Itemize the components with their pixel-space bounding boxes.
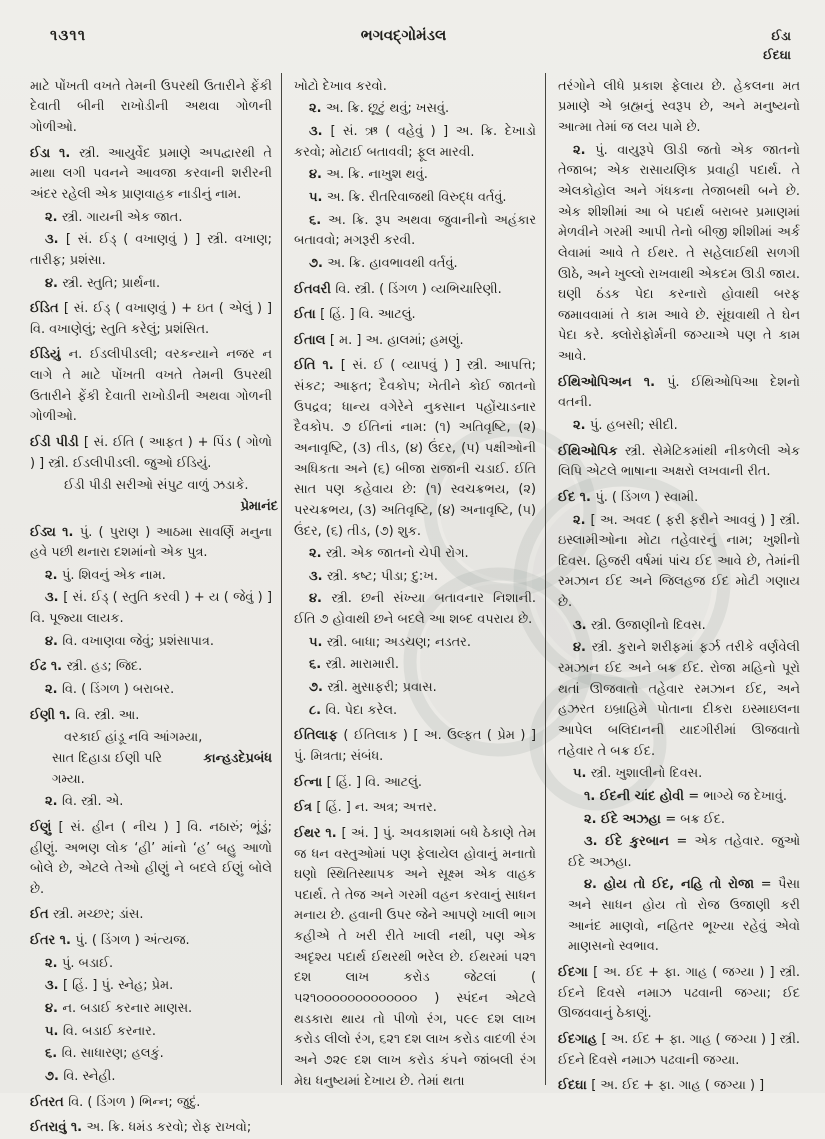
headword: ૫. [573, 766, 591, 782]
headword: ૨. ઈદે અઝહા [584, 811, 666, 827]
dictionary-column [281, 73, 545, 1089]
dictionary-entry: ઈતવરી વિ. સ્ત્રી. ( ડિંગળ ) વ્યભિચારિણી. [294, 281, 502, 297]
dictionary-paragraph: ૨. ઈદે અઝહા = બક્ર ઈદ. [584, 811, 726, 827]
headword: ઈડી પીડી [30, 435, 84, 450]
dictionary-paragraph: ૭. અ. ક્રિ. હાવભાવથી વર્તવું. [309, 255, 458, 271]
dictionary-paragraph: ૪. અ. ક્રિ. નાખુશ થવું. [309, 167, 428, 183]
headword: ઈતરાવું ૧. [30, 1120, 87, 1136]
verse-line [52, 749, 272, 790]
dictionary-entry: ઈથર ૧. [ અં. ] પું. અવકાશમાં બધે ઠેકાણે તેમ જ ધન વસ્તુઓમાં પણ ફેલાયેલ હોવાનું મનાતો ઘણો સ્થિતિસ્થાપક અને સૂક્ષ્મ એક વાહક પદાર્થ. તે તેજ અને ગરમી વહન કરવાનું સાધન મનાય છે. હવાની ઉપર જેને આપણે ખાલી ભાગ કહીએ તે ખરી રીતે ખાલી નથી, પણ એક અદૃશ્ય પદાર્થ ઈથરથી ભરેલ છે. ઈથરમાં ૫૨૧ દશ લાખ કરોડ જેટલાં ( ૫૨૧૦૦૦૦૦૦૦૦૦૦૦૦૦ ) સ્પંદન એટલે થડકારા થાય તો પીળો રંગ, ૫૯૯ દશ લાખ કરોડ લીલો રંગ, ૬૨૧ દશ લાખ કરોડ વાદળી રંગ અને ૭૨૯ દશ લાખ કરોડ કંપને જાંબલી રંગ મેઘ ધનુષ્યમાં દેખાય છે. તેમાં થતા [294, 825, 536, 1089]
headword: ઈણી ૧. [30, 707, 76, 723]
headword: ઈતા [294, 307, 321, 323]
headword: ઈડિયું [30, 347, 69, 363]
headword: ઈત્ર [294, 800, 317, 816]
dictionary-paragraph: ૩. [ હિં. ] પું. સ્નેહ; પ્રેમ. [45, 978, 174, 994]
guide-words [721, 26, 791, 65]
verse-block [52, 728, 272, 790]
dictionary-entry: ઈત્ર [ હિં. ] ન. અત્ર; અત્તર. [294, 800, 437, 816]
headword: ૨. [45, 682, 62, 698]
dictionary-entry: ઈદ ૧. પું. ( ડિંગળ ) સ્વામી. [558, 489, 699, 505]
headword: ૭. [309, 255, 328, 271]
dictionary-paragraph: માટે પોંખતી વખતે તેમની ઉપરથી ઉતારીને ફેંકી દેવાતી બીની રાખોડીની અથવા ગોળની ગોળીઓ. [30, 78, 272, 136]
headword: ઈથિઓપિઅન ૧. [558, 374, 668, 390]
headword: ઈદગા [558, 965, 594, 981]
headword: ૬. [309, 212, 329, 228]
dictionary-paragraph: ૬. વિ. સાધારણ; હલકું. [45, 1046, 164, 1062]
columns-container [18, 73, 809, 1136]
dictionary-paragraph: ૪. સ્ત્રી. કુરાને શરીફમાં ફર્ઝ તરીકે વર્ણવેલી રમઝાન ઈદ અને બક્ર ઈદ. રોજા મહિનો પૂરો થતાં ઊજવાતો તહેવાર રમઝાન ઈદ, અને હઝરત ઇબ્રાહિમે પોતાના દીકરા ઇસ્માઇલના આપેલ બલિદાનની યાદગીરીમાં ઊજવાતો તહેવાર તે બક્ર ઈદ. [558, 640, 800, 759]
headword: ૨. [573, 512, 591, 528]
dictionary-paragraph: તરંગોને લીધે પ્રકાશ ફેલાય છે. હેકલના મત પ્રમાણે એ બ્રહ્મનું સ્વરૂપ છે, અને મનુષ્યનો આત્મા તેમાં જ લય પામે છે. [558, 78, 800, 136]
dictionary-paragraph: ૪. હોય તો ઈદ, નહિ તો રોજા = પૈસા અને સાધન હોય તો રોજ ઉજાણી કરી આનંદ માણવો, નહિતર ભૂખ્યા રહેવું એવો માણસનો સ્વભાવ. [568, 877, 800, 955]
headword: ૪. હોય તો ઈદ, નહિ તો રોજા [584, 877, 761, 893]
headword: ૩. [309, 568, 327, 584]
headword: ૪. [45, 633, 63, 649]
dictionary-paragraph: ૩. ઈદે કુરબાન = એક તહેવાર. જુઓ ઈદે અઝહા. [568, 834, 800, 870]
dictionary-entry: ઈત્ના [ હિં. ] વિ. આટલું. [294, 774, 423, 790]
headword: ઈતિ ૧. [294, 358, 341, 374]
dictionary-entry: ઈતિ ૧. [ સં. ઈ ( વ્યાપવું ) ] સ્ત્રી. આપત્તિ; સંકટ; આફત; દૈવકોપ; ખેતીને કોઈ જાતનો ઉપદ્રવ; ધાન્ય વગેરેને નુકસાન પહોંચાડનાર દૈવકોપ. ૭ ઈતિનાં નામ: (૧) અતિવૃષ્ટિ, (૨) અનાવૃષ્ટિ, (૩) તીડ, (૪) ઉંદર, (૫) પક્ષીઓની અધિકતા અને (૬) બીજા રાજાની ચડાઈ. ઈતિ સાત પણ કહેવાય છે: (૧) સ્વચક્રભય, (૨) પરચક્રભય, (૩) અતિવૃષ્ટિ, (૪) અનાવૃષ્ટિ, (૫) ઉંદર, (૬) તીડ, (૭) શુક. [294, 358, 536, 539]
citation: કાન્હડદેપ્રબંધ [203, 750, 272, 766]
dictionary-paragraph: ૨. પું. વાયુરૂપે ઊડી જતો એક જાતનો તેજાબ; એક રાસાયણિક પ્રવાહી પદાર્થ. તે એલકોહોલ અને ગંધકના તેજાબથી બને છે. એક શીશીમાં આ બે પદાર્થ બરાબર પ્રમાણમાં મેળવીને ગરમી આપી તેનો બીજી શીશીમાં અર્ક લેવામાં આવે તે ઈથર. તે સહેલાઈથી સળગી ઊઠે, અને ખુલ્લો રાખવાથી એકદમ ઊડી જાય. ઘણી ઠંડક પેદા કરનારો હોવાથી બરફ જમાવવામાં તે કામ આવે છે. સૂંઘવાથી તે ઘેન પેદા કરે. ક્લોરોફોર્મની જગ્યાએ પણ તે કામ આવે. [558, 142, 800, 365]
dictionary-paragraph: ૨. વિ. સ્ત્રી. એ. [45, 794, 124, 810]
headword: ૨. [45, 794, 62, 810]
dictionary-paragraph: ૨. અ. ક્રિ. છૂટું થવું; ખસવું. [309, 101, 450, 117]
dictionary-paragraph: ૨. સ્ત્રી. એક જાતનો ચેપી રોગ. [309, 546, 469, 562]
dictionary-paragraph: ૫. સ્ત્રી. ખુશાલીનો દિવસ. [573, 766, 703, 782]
dictionary-paragraph: ૭. વિ. સ્નેહી. [45, 1068, 116, 1084]
headword: ૬. [309, 657, 326, 673]
headword: ૩. [45, 232, 66, 248]
headword: ૨. [45, 955, 62, 971]
dictionary-paragraph: ૩. [ સં. ઋ ( વહેવું ) ] અ. ક્રિ. દેખાડો કરવો; મોટાઈ બતાવવી; ફૂલ મારવી. [294, 124, 536, 160]
headword: ઈતાલ [294, 332, 330, 348]
page-number: ૧૩૧૧ [50, 26, 87, 44]
headword: ૩. [573, 617, 591, 633]
dictionary-paragraph: ૩. સ્ત્રી. ઉજાણીનો દિવસ. [573, 617, 706, 633]
headword: ૨. [309, 546, 326, 562]
dictionary-paragraph: ૪. સ્ત્રી. છની સંખ્યા બતાવનાર નિશાની. ઈતિ ૭ હોવાથી છને બદલે આ શબ્દ વપરાય છે. [294, 591, 536, 628]
dictionary-entry: ઈથિઓપિઅન ૧. પું. ઈથિઓપિઆ દેશનો વતની. [558, 374, 800, 411]
headword: ૩. ઈદે કુરબાન [584, 834, 677, 850]
headword: ઈડ્ય ૧. [30, 524, 80, 540]
headword: ૪. [309, 591, 332, 607]
headword: ૨. [573, 142, 596, 158]
headword: ૪. [309, 167, 327, 183]
dictionary-entry: ઈડી પીડી [ સં. ઈતિ ( આફત ) + પિંડ ( ગોળો ) ] સ્ત્રી. ઈડલીપીડલી. જુઓ ઈડિયું. [30, 435, 272, 471]
headword: ૨. [45, 209, 62, 225]
dictionary-entry: ઈણું [ સં. હીન ( નીચ ) ] વિ. નઠારું; ભૂંડું; હીણું. અભણ લોક ‘હી’ માંનો ‘હ’ બહુ આળો બોલે છે, એટલે તેઓ હીણું ને બદલે ઈણું બોલે છે. [30, 819, 273, 897]
headword: ઈતરત [30, 1094, 69, 1110]
headword: ૫. [309, 189, 327, 205]
dictionary-paragraph: ખોટો દેખાવ કરવો. [294, 78, 387, 94]
dictionary-paragraph: ૨. [ અ. અવદ ( ફરી ફરીને આવવું ) ] સ્ત્રી. ઇસ્લામીઓના મોટા તહેવારનું નામ; ખુશીનો દિવસ. હિજરી વર્ષમાં પાંચ ઈદ આવે છે, તેમાંની રમઝાન ઈદ અને જિલહજ ઈદ મોટી ગણાય છે. [558, 512, 800, 611]
dictionary-entry: ઈતાલ [ મ. ] અ. હાલમાં; હમણું. [294, 332, 464, 348]
dictionary-entry: ઈતરત વિ. ( ડિંગળ ) ભિન્ન; જુદું. [30, 1094, 201, 1110]
dictionary-paragraph: ૪. વિ. વખાણવા જેવું; પ્રશંસાપાત્ર. [45, 633, 214, 649]
dictionary-entry: ઈતર ૧. પું. ( ડિંગળ ) અંત્યજ. [30, 933, 190, 949]
dictionary-entry: ઈથિઓપિક સ્ત્રી. સેમેટિકમાંથી નીકળેલી એક લિપિ એટલે ભાષાના અક્ષરો લખવાની રીત. [558, 443, 800, 480]
dictionary-paragraph: ૮. વિ. પેદા કરેલ. [309, 702, 398, 718]
citation: પ્રેમાનંદ [240, 498, 278, 514]
headword: ઈડિત [30, 301, 64, 317]
dictionary-column [545, 73, 809, 1094]
dictionary-paragraph: ૫. સ્ત્રી. બાધા; અડચણ; નડતર. [309, 634, 471, 650]
dictionary-entry: ઈદગાહ [ અ. ઈદ + ફા. ગાહ ( જગ્યા ) ] સ્ત્રી. ઈદને દિવસે નમાઝ પઢવાની જગ્યા. [558, 1031, 800, 1068]
headword: ઈથર ૧. [294, 825, 342, 841]
dictionary-entry: ઈદગા [ અ. ઈદ + ફા. ગાહ ( જગ્યા ) ] સ્ત્રી. ઈદને દિવસે નમાઝ પઢવાની જગ્યા; ઈદ ઊજવવાનું ઠેકાણું. [558, 965, 800, 1022]
dictionary-column [18, 73, 281, 1136]
dictionary-entry: ઈતરાવું ૧. અ. ક્રિ. ધમંડ કરવો; રોફ રાખવો; [30, 1120, 252, 1136]
dictionary-entry: ઈડ્ય ૧. પું. ( પુરાણ ) આઠમા સાવર્ણિ મનુના હવે પછી થનારા દશમાંનો એક પુત્ર. [30, 524, 272, 561]
headword: ૩. [309, 124, 331, 140]
headword: ૩. [45, 590, 64, 606]
dictionary-paragraph: ૭. સ્ત્રી. મુસાફરી; પ્રવાસ. [309, 680, 437, 696]
dictionary-entry: ઈડિયું ન. ઈડલીપીડલી; વરકન્યાને નજર ન લાગે તે માટે પોંખતી વખતે તેમની ઉપરથી ઉતારીને ફેંકી દેવાતી રાખોડીની અથવા ગોળની ગોળીઓ. [30, 347, 272, 425]
dictionary-paragraph: ૫. વિ. બડાઈ કરનાર. [45, 1023, 156, 1039]
dictionary-entry: ઈઢ ૧. સ્ત્રી. હડ; જિદ. [30, 659, 143, 675]
headword: ૪. [45, 275, 63, 291]
verse-text: સાત દિહાડા ઈણી પરિ ગમ્યા. [52, 750, 162, 787]
dictionary-entry: ઈદઘા [ અ. ઈદ + ફા. ગાહ ( જગ્યા ) ] [558, 1078, 765, 1094]
guide-word-bottom: ઈદઘા [763, 47, 791, 63]
page-title: ભગવદ્ગોમંડલ [360, 26, 447, 44]
verse-line: વરકાઈ હાંડૂ નવિ આંગમ્યા, [64, 730, 203, 746]
headword: ૮. [309, 702, 326, 718]
dictionary-paragraph: ૨. પું. શિવનું એક નામ. [45, 567, 166, 583]
dictionary-paragraph: ૩. [ સં. ઈડ્ ( સ્તુતિ કરવી ) + ય ( જેવું ) ] વિ. પૂજ્યા લાયક. [30, 590, 272, 627]
headword: ૨. [573, 418, 590, 433]
headword: ઈત્ના [294, 774, 327, 790]
headword: ૫. [309, 634, 327, 650]
dictionary-paragraph: ૧. ઈદની ચાંદ હોવી = ભાગ્યે જ દેખાવું. [584, 788, 787, 804]
headword: ૨. [45, 567, 62, 583]
headword: ઈથિઓપિક [558, 443, 625, 459]
verse-line: ઈડી પીડી સરીઓ સંપુટ વાળું ઝડાકે. [64, 478, 249, 494]
headword: ૧. ઈદની ચાંદ હોવી [584, 788, 689, 804]
dictionary-entry: ઈત સ્ત્રી. મચ્છર; ડાંસ. [30, 907, 144, 923]
headword: ૪. [573, 640, 592, 656]
dictionary-paragraph: ૩. સ્ત્રી. કષ્ટ; પીડા; દુ:ખ. [309, 568, 438, 584]
dictionary-paragraph: ૬. અ. ક્રિ. રૂપ અથવા જુવાનીનો અહંકાર બતાવવો; મગરૂરી કરવી. [294, 212, 536, 249]
dictionary-paragraph: ૪. સ્ત્રી. સ્તુતિ; પ્રાર્થના. [45, 275, 161, 291]
headword: ઈણું [30, 819, 59, 835]
headword: ઈતર ૧. [30, 933, 76, 949]
dictionary-paragraph: ૨. પું. હબસી; સીદી. [573, 418, 678, 433]
headword: ઈત [30, 907, 53, 923]
dictionary-entry: ઈતા [ હિં. ] વિ. આટલું. [294, 307, 416, 323]
headword: ઈડા ૧. [30, 145, 80, 161]
headword: ૭. [45, 1068, 64, 1084]
dictionary-paragraph: ૬. સ્ત્રી. મારામારી. [309, 657, 399, 673]
guide-word-top: ઈડા [771, 28, 791, 43]
headword: ૬. [45, 1046, 62, 1062]
page-header [0, 0, 825, 67]
dictionary-paragraph: ૨. સ્ત્રી. ગાયની એક જાત. [45, 209, 183, 225]
dictionary-paragraph: ૩. [ સં. ઈડ્ ( વખાણવું ) ] સ્ત્રી. વખાણ; તારીફ; પ્રશંસા. [30, 232, 272, 268]
headword: ઈતવરી [294, 281, 336, 297]
headword: ઈતિલાફ [294, 728, 344, 744]
headword: ૩. [45, 978, 63, 994]
headword: ઈદગાહ [558, 1031, 602, 1047]
headword: ૫. [45, 1023, 63, 1039]
dictionary-entry: ઈણી ૧. વિ. સ્ત્રી. આ. [30, 707, 140, 723]
headword: ઈદ ૧. [558, 489, 596, 505]
verse-block [64, 476, 278, 517]
dictionary-paragraph: ૪. ન. બડાઈ કરનાર માણસ. [45, 1001, 193, 1017]
headword: ૭. [309, 680, 328, 696]
headword: ઈઢ ૧. [30, 659, 67, 675]
headword: ઈદઘા [558, 1078, 592, 1094]
dictionary-paragraph: ૨. વિ. ( ડિંગળ ) બરાબર. [45, 682, 175, 698]
dictionary-entry: ઈડિત [ સં. ઈડ્ ( વખાણવું ) + ઇત ( એલું ) ] વિ. વખાણેલું; સ્તુતિ કરેલું; પ્રશંસિત. [30, 301, 272, 337]
dictionary-paragraph: ૨. પું. બડાઈ. [45, 955, 114, 971]
headword: ૨. [309, 101, 326, 117]
headword: ૪. [45, 1001, 63, 1017]
dictionary-paragraph: ૫. અ. ક્રિ. રીતરિવાજથી વિરુદ્ધ વર્તવું. [309, 189, 507, 205]
dictionary-entry: ઈતિલાફ ( ઈતિલાક ) [ અ. ઉલ્ફત ( પ્રેમ ) ] પું. મિત્રતા; સંબંધ. [294, 728, 536, 764]
dictionary-entry: ઈડા ૧. સ્ત્રી. આયુર્વેદ પ્રમાણે અપદ્વારથી તે માથા લગી પવનને આવજા કરવાની શરીરની અંદર રહેલી એક પ્રાણવાહક નાડીનું નામ. [30, 145, 272, 202]
